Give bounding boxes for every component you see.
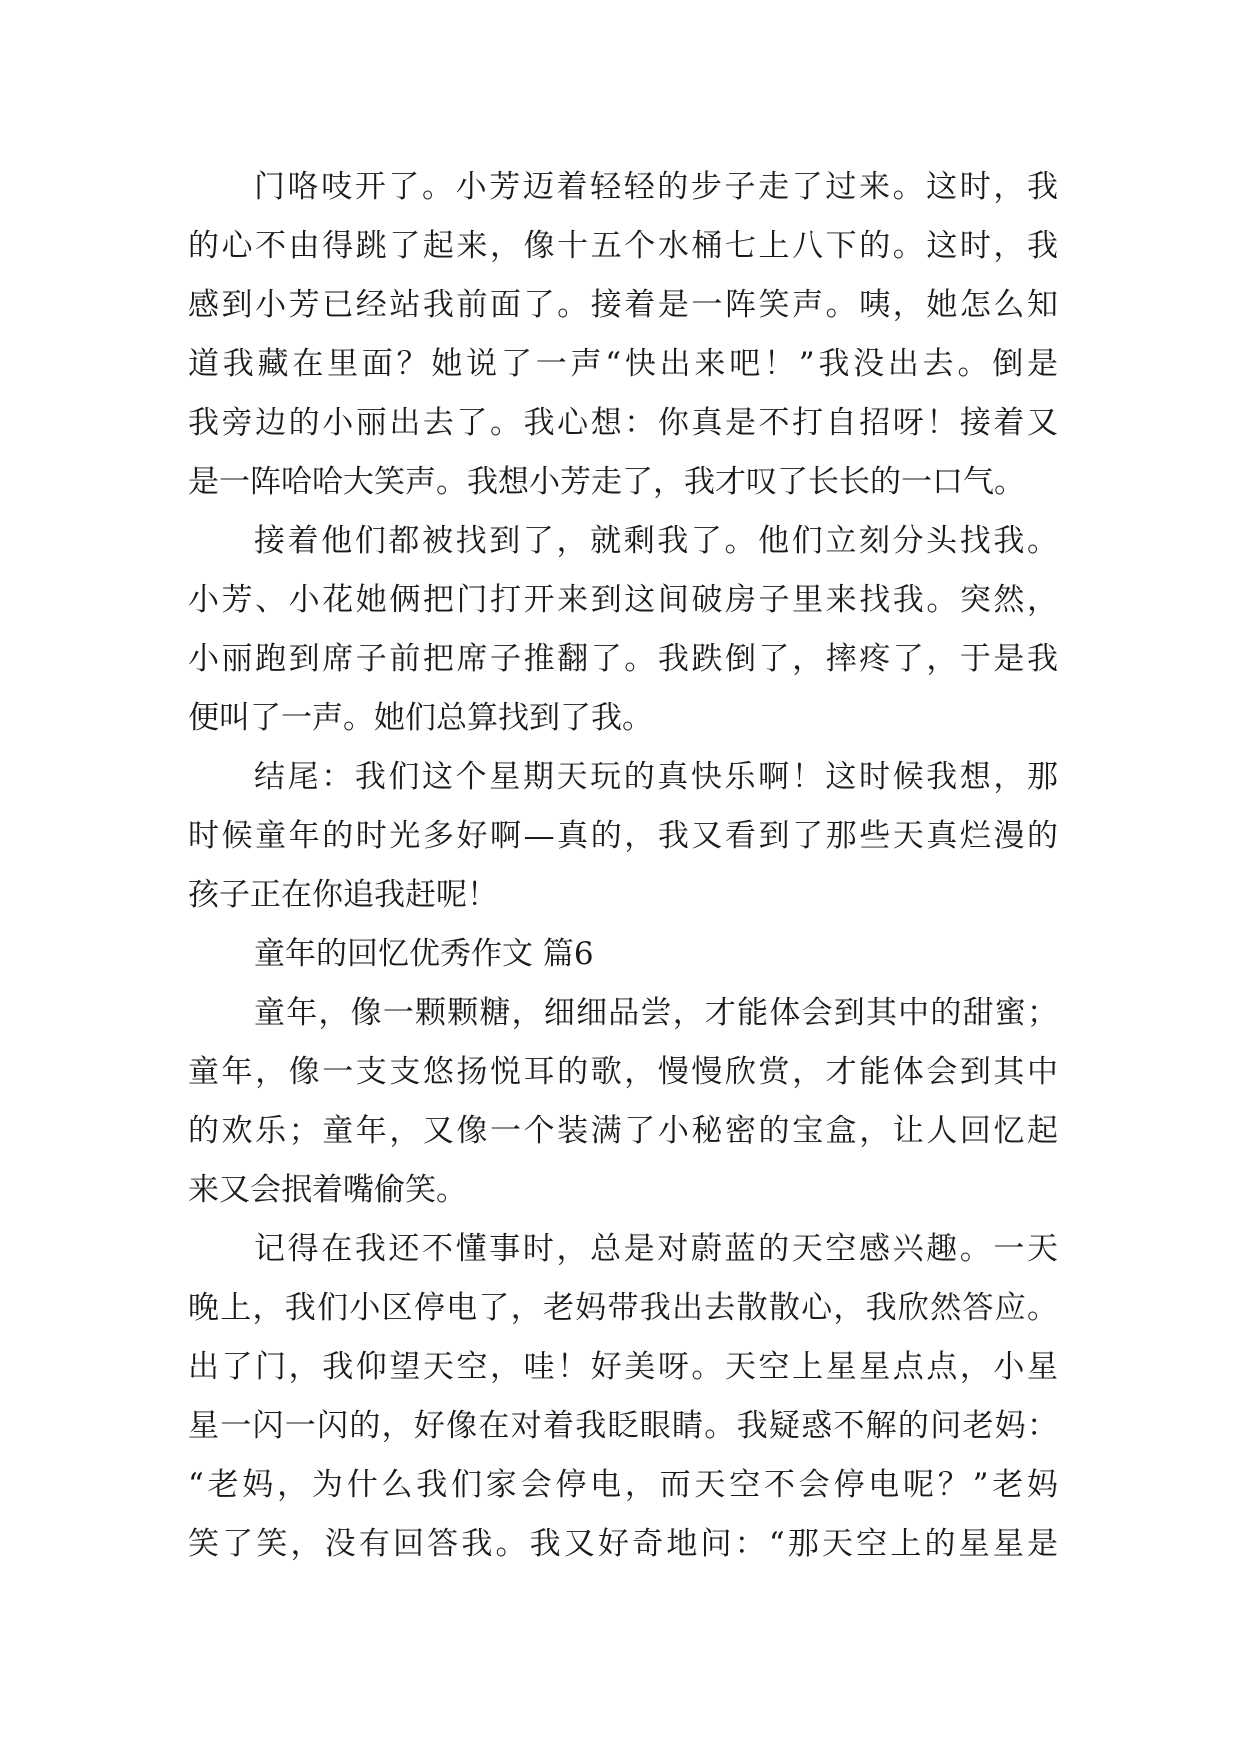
paragraph-2-line-1: 接着他们都被找到了，就剩我了。他们立刻分头找我。 [254, 523, 1058, 559]
paragraph-1-line-4: 道我藏在里面？她说了一声“快出来吧！”我没出去。倒是 [188, 346, 1058, 382]
paragraph-5-line-3: 的欢乐；童年，又像一个装满了小秘密的宝盒，让人回忆起 [188, 1113, 1058, 1149]
paragraph-6-line-2: 晚上，我们小区停电了，老妈带我出去散散心，我欣然答应。 [188, 1290, 1058, 1326]
section-heading: 童年的回忆优秀作文 篇6 [254, 936, 594, 972]
paragraph-6-line-3: 出了门，我仰望天空，哇！好美呀。天空上星星点点，小星 [188, 1349, 1058, 1385]
paragraph-6-line-6: 笑了笑，没有回答我。我又好奇地问：“那天空上的星星是 [188, 1526, 1058, 1562]
paragraph-6-line-4: 星一闪一闪的，好像在对着我眨眼睛。我疑惑不解的问老妈： [188, 1408, 1058, 1444]
paragraph-3-line-3: 孩子正在你追我赶呢！ [188, 877, 498, 913]
paragraph-2-line-4: 便叫了一声。她们总算找到了我。 [188, 700, 653, 736]
paragraph-3-line-2: 时候童年的时光多好啊—真的，我又看到了那些天真烂漫的 [188, 818, 1058, 854]
paragraph-1-line-3: 感到小芳已经站我前面了。接着是一阵笑声。咦，她怎么知 [188, 287, 1058, 323]
paragraph-5-line-1: 童年，像一颗颗糖，细细品尝，才能体会到其中的甜蜜； [254, 995, 1058, 1031]
essay-text [188, 158, 1058, 1574]
paragraph-6-line-5: “老妈，为什么我们家会停电，而天空不会停电呢？”老妈 [188, 1467, 1058, 1503]
paragraph-1-line-5: 我旁边的小丽出去了。我心想：你真是不打自招呀！接着又 [188, 405, 1058, 441]
paragraph-2-line-2: 小芳、小花她俩把门打开来到这间破房子里来找我。突然， [188, 582, 1058, 618]
paragraph-6-line-1: 记得在我还不懂事时，总是对蔚蓝的天空感兴趣。一天 [254, 1231, 1058, 1267]
paragraph-5-line-2: 童年，像一支支悠扬悦耳的歌，慢慢欣赏，才能体会到其中 [188, 1054, 1058, 1090]
paragraph-1-line-2: 的心不由得跳了起来，像十五个水桶七上八下的。这时，我 [188, 228, 1058, 264]
paragraph-1-line-1: 门咯吱开了。小芳迈着轻轻的步子走了过来。这时，我 [254, 169, 1058, 205]
paragraph-1-line-6: 是一阵哈哈大笑声。我想小芳走了，我才叹了长长的一口气。 [188, 464, 1025, 500]
paragraph-3-line-1: 结尾：我们这个星期天玩的真快乐啊！这时候我想，那 [254, 759, 1058, 795]
paragraph-2-line-3: 小丽跑到席子前把席子推翻了。我跌倒了，摔疼了，于是我 [188, 641, 1058, 677]
paragraph-5-line-4: 来又会抿着嘴偷笑。 [188, 1172, 467, 1208]
